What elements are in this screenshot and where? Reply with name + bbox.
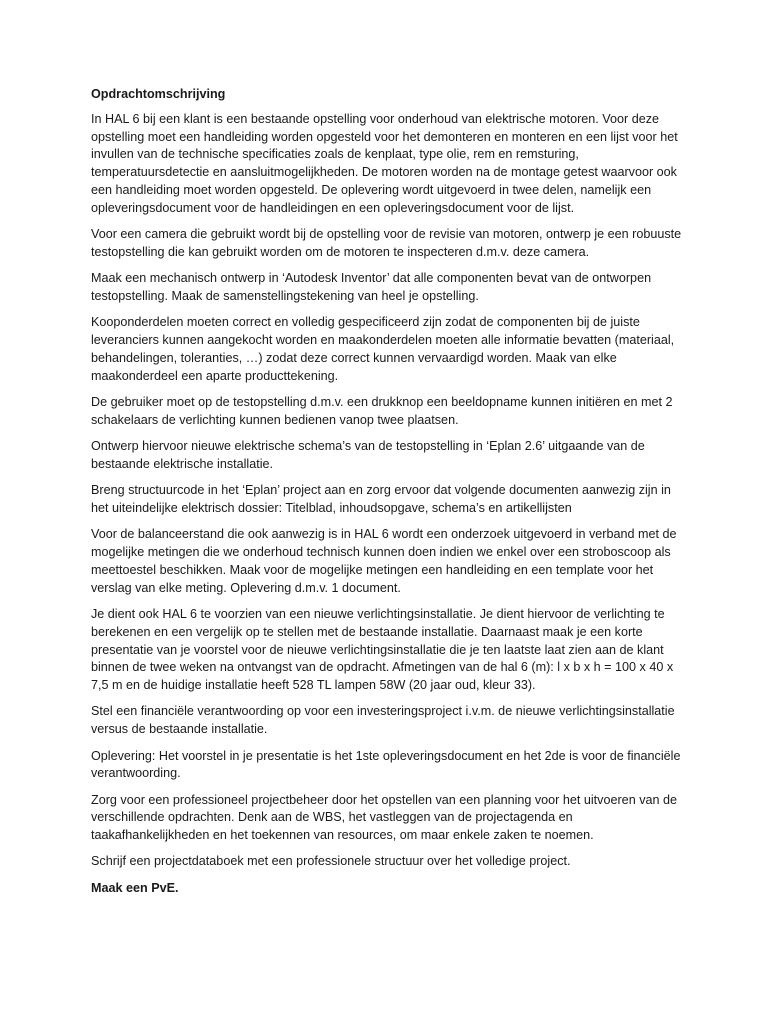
- paragraph-verlichting: Je dient ook HAL 6 te voorzien van een nieuwe verlichtingsinstallatie. Je dient hiervoor de verlichting te berekenen en een vergelijk op te stellen met de bestaande installatie. Daarnaast maak je een korte presentatie van je voorstel voor de nieuwe verlichtingsinstallatie die je ten laatste laat zien aan de klant binnen de twee weken na ontvangst van de opdracht. Afmetingen van de hal 6 (m): l x b x h = 100 x 40 x 7,5 m en de huidige installatie heeft 528 TL lampen 58W (20 jaar oud, kleur 33).: [91, 606, 674, 693]
- paragraph-hal6-motors: In HAL 6 bij een klant is een bestaande opstelling voor onderhoud van elektrische motoren. Voor deze opstelling moet een handleiding worden opgesteld voor het demonteren en monteren en een lijst voor het invullen van de technische specificaties zoals de kenplaat, type olie, rem en remsturing, temperatuursdetectie en aansluitmogelijkheden. De motoren worden na de montage getest waarvoor ook een handleiding moet worden opgesteld. De oplevering wordt uitgevoerd in twee delen, namelijk een opleveringsdocument voor de handleidingen en een opleveringsdocument voor de lijst.: [91, 111, 678, 215]
- paragraph-structuurcode: Breng structuurcode in het ‘Eplan’ project aan en zorg ervoor dat volgende documenten aanwezig zijn in het uiteindelijke elektrisch dossier: Titelblad, inhoudsopgave, schema’s en artikellijsten: [91, 483, 671, 515]
- paragraph-camera-testopstelling: Voor een camera die gebruikt wordt bij de opstelling voor de revisie van motoren, ontwerp je een robuuste testopstelling die kan gebruikt worden om de motoren te inspecteren d.m.v. deze camera.: [91, 227, 682, 259]
- paragraph-kooponderdelen: Kooponderdelen moeten correct en volledig gespecificeerd zijn zodat de componenten bij de juiste leveranciers kunnen aangekocht worden en maakonderdelen moeten alle informatie bevatten (materiaal, behandelingen, toleranties, …) zodat deze correct kunnen vervaardigd worden. Maak van elke maakonderdeel een aparte producttekening.: [91, 315, 675, 383]
- paragraph-inventor-ontwerp: Maak een mechanisch ontwerp in ‘Autodesk Inventor’ dat alle componenten bevat van de ontworpen testopstelling. Maak de samenstellingstekening van heel je opstelling.: [91, 271, 652, 303]
- paragraph-financiele-verantwoording: Stel een financiële verantwoording op voor een investeringsproject i.v.m. de nieuwe verlichtingsinstallatie versus de bestaande installatie.: [91, 704, 675, 737]
- paragraph-projectdataboek: Schrijf een projectdataboek met een professionele structuur over het volledige project.: [91, 854, 571, 869]
- paragraph-balanceerstand: Voor de balanceerstand die ook aanwezig is in HAL 6 wordt een onderzoek uitgevoerd in verband met de mogelijke metingen die we onderhoud technisch kunnen doen indien we enkel over een stroboscoop als meettoestel beschikken. Maak voor de mogelijke metingen een handleiding en een template voor het verslag van elke meting. Oplevering d.m.v. 1 document.: [91, 527, 677, 595]
- document-content: [91, 86, 691, 898]
- paragraph-projectbeheer: Zorg voor een professioneel projectbeheer door het opstellen van een planning voor het uitvoeren van de verschillende opdrachten. Denk aan de WBS, het vastleggen van de projectagenda en taakafhankelijkheden en het toekennen van resources, om maar enkele zaken te noemen.: [91, 792, 678, 843]
- final-instruction: Maak een PvE.: [91, 880, 179, 895]
- paragraph-drukknop: De gebruiker moet op de testopstelling d.m.v. een drukknop een beeldopname kunnen initiëren en met 2 schakelaars de verlichting kunnen bedienen vanop twee plaatsen.: [91, 394, 673, 427]
- paragraph-eplan-schemas: Ontwerp hiervoor nieuwe elektrische schema’s van de testopstelling in ‘Eplan 2.6’ uitgaande van de bestaande elektrische installatie.: [91, 439, 645, 471]
- paragraph-oplevering: Oplevering: Het voorstel in je presentatie is het 1ste opleveringsdocument en het 2de is voor de financiële verantwoording.: [91, 748, 681, 781]
- document-heading: Opdrachtomschrijving: [91, 87, 226, 101]
